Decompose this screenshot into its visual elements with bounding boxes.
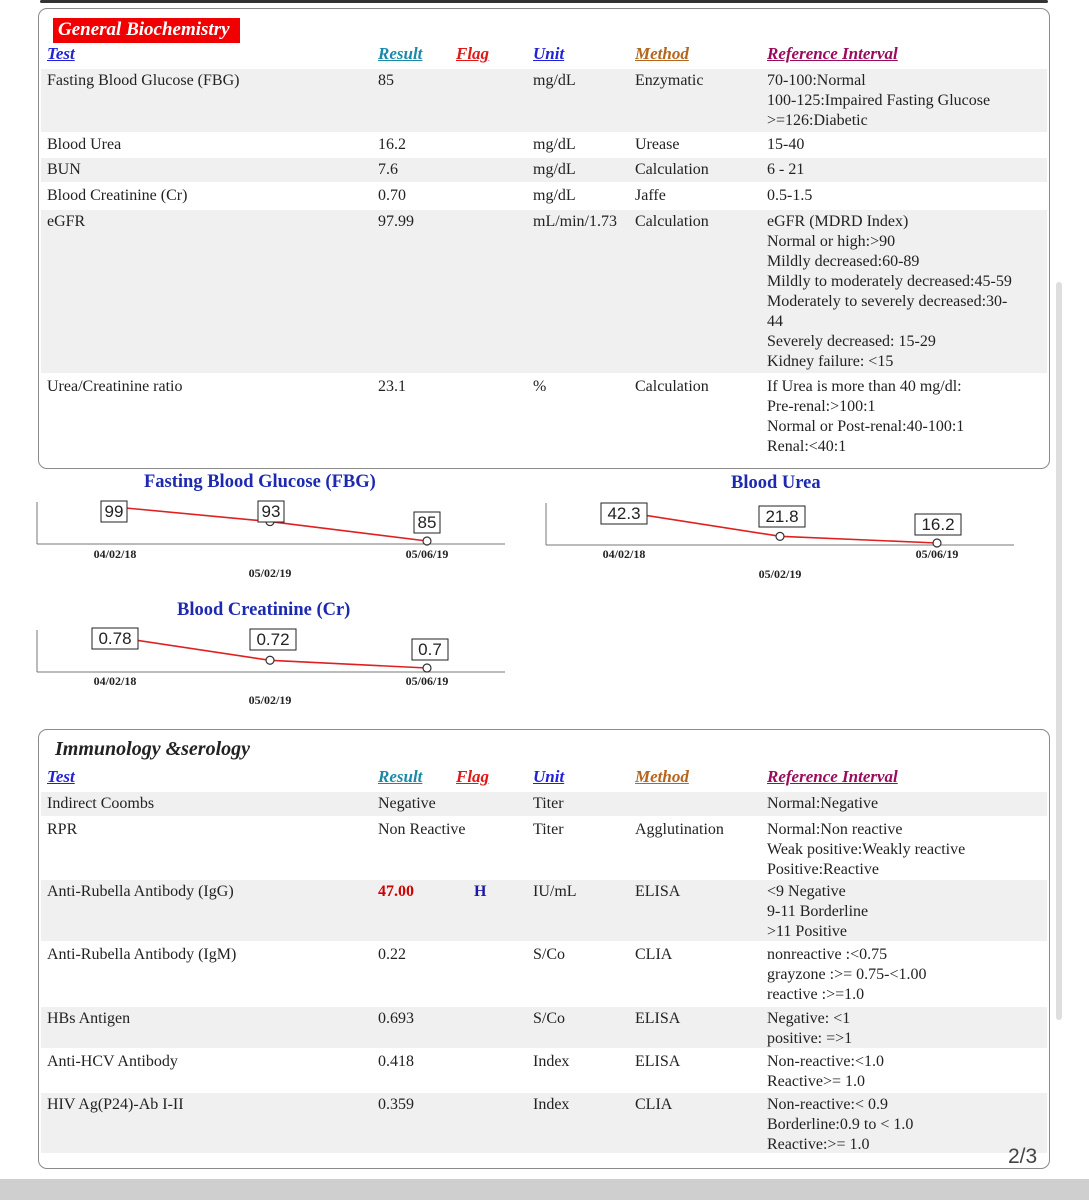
cell-unit: mg/dL: [533, 161, 576, 178]
cell-reference-line: <9 Negative: [767, 883, 846, 900]
chart-title-fbg: Fasting Blood Glucose (FBG): [144, 472, 376, 492]
cell-unit: S/Co: [533, 946, 566, 963]
table-row: [41, 184, 1047, 208]
cell-unit: mL/min/1.73: [533, 213, 617, 230]
cell-unit: Titer: [533, 821, 564, 838]
cell-reference-line: Reactive>= 1.0: [767, 1073, 866, 1090]
chart-title-creatinine: Blood Creatinine (Cr): [177, 600, 351, 620]
chart-data-label: 93: [261, 502, 281, 521]
cell-reference-line: Pre-renal:>100:1: [767, 398, 876, 415]
cell-test: Blood Urea: [47, 136, 122, 153]
chart-point: [933, 539, 941, 547]
cell-result: 16.2: [378, 136, 406, 153]
cell-test: HIV Ag(P24)-Ab I-II: [47, 1096, 184, 1113]
chart-point: [266, 656, 274, 664]
cell-method: Calculation: [635, 378, 709, 395]
cell-test: RPR: [47, 821, 78, 838]
cell-reference-line: Non-reactive:< 0.9: [767, 1096, 888, 1113]
cell-reference-line: 9-11 Borderline: [767, 903, 869, 920]
page-number: 2/3: [1008, 1145, 1038, 1168]
chart-x-tick-label: 05/06/19: [915, 547, 959, 561]
header-method: Method: [635, 44, 689, 63]
cell-reference-line: 70-100:Normal: [767, 72, 866, 89]
header-unit: Unit: [533, 44, 565, 63]
cell-method: ELISA: [635, 883, 681, 900]
header-flag: Flag: [456, 767, 490, 786]
cell-reference-line: 15-40: [767, 136, 805, 153]
cell-method: Urease: [635, 136, 680, 153]
cell-test: Indirect Coombs: [47, 795, 155, 812]
table-row: [41, 1093, 1047, 1153]
cell-test: Urea/Creatinine ratio: [47, 378, 183, 395]
chart-data-label: 0.78: [98, 629, 132, 648]
table-row: [41, 375, 1047, 458]
cell-result: Negative: [378, 795, 436, 812]
cell-reference-line: Mildly to moderately decreased:45-59: [767, 273, 1012, 290]
chart-point: [423, 537, 431, 545]
cell-reference-line: Normal:Non reactive: [767, 821, 903, 838]
cell-reference-line: 0.5-1.5: [767, 187, 813, 204]
chart-data-label: 21.8: [765, 507, 799, 526]
cell-result: 0.70: [378, 187, 406, 204]
header-result: Result: [378, 767, 423, 786]
chart-title-blood-urea: Blood Urea: [731, 473, 821, 493]
cell-method: Enzymatic: [635, 72, 704, 89]
cell-reference-line: >11 Positive: [767, 923, 847, 940]
cell-reference-line: 44: [767, 313, 783, 330]
cell-unit: mg/dL: [533, 72, 576, 89]
cell-reference-line: Normal or high:>90: [767, 233, 896, 250]
cell-unit: Index: [533, 1053, 570, 1070]
chart-data-label: 16.2: [921, 515, 955, 534]
table-row: [41, 69, 1047, 132]
cell-reference-line: grayzone :>= 0.75-<1.00: [767, 966, 927, 983]
cell-result: 47.00: [378, 883, 414, 900]
chart-x-tick-label: 04/02/18: [93, 674, 137, 688]
chart-x-tick-label: 05/02/19: [248, 693, 292, 707]
table-row: [41, 880, 1047, 941]
cell-result: 23.1: [378, 378, 406, 395]
table-row: [41, 133, 1047, 157]
chart-x-tick-label: 05/06/19: [405, 547, 449, 561]
cell-reference-line: If Urea is more than 40 mg/dl:: [767, 378, 962, 395]
cell-flag: H: [474, 883, 487, 900]
cell-result: Non Reactive: [378, 821, 466, 838]
cell-result: 97.99: [378, 213, 414, 230]
header-result: Result: [378, 44, 423, 63]
cell-method: Jaffe: [635, 187, 666, 204]
chart-data-label: 0.7: [418, 640, 442, 659]
cell-reference-line: Kidney failure: <15: [767, 353, 894, 370]
section-title-general-biochemistry: General Biochemistry: [53, 18, 240, 43]
cell-method: Agglutination: [635, 821, 724, 838]
chart-data-label: 99: [104, 502, 124, 521]
cell-test: Anti-Rubella Antibody (IgG): [47, 883, 234, 900]
cell-reference-line: Reactive:>= 1.0: [767, 1136, 870, 1153]
header-unit: Unit: [533, 767, 565, 786]
bottom-bar: [0, 1179, 1089, 1200]
cell-result: 0.22: [378, 946, 406, 963]
table-row: [41, 1050, 1047, 1091]
cell-method: Calculation: [635, 213, 709, 230]
cell-result: 0.359: [378, 1096, 414, 1113]
table-row: [41, 158, 1047, 182]
cell-unit: IU/mL: [533, 883, 577, 900]
chart-x-tick-label: 05/02/19: [758, 567, 802, 581]
chart-x-tick-label: 04/02/18: [93, 547, 137, 561]
header-flag: Flag: [456, 44, 490, 63]
header-test: Test: [47, 44, 75, 63]
cell-result: 0.418: [378, 1053, 414, 1070]
table-row: [41, 792, 1047, 816]
cell-reference-line: nonreactive :<0.75: [767, 946, 888, 963]
cell-result: 0.693: [378, 1010, 414, 1027]
top-rule: [40, 0, 1048, 3]
table-row: [41, 818, 1047, 878]
cell-unit: Index: [533, 1096, 570, 1113]
chart-data-label: 42.3: [607, 504, 641, 523]
cell-method: ELISA: [635, 1053, 681, 1070]
table-row: [41, 1007, 1047, 1048]
header-ref: Reference Interval: [767, 44, 898, 63]
cell-reference-line: Severely decreased: 15-29: [767, 333, 936, 350]
trend-charts: [0, 460, 1089, 720]
cell-reference-line: eGFR (MDRD Index): [767, 213, 909, 230]
cell-method: CLIA: [635, 1096, 673, 1113]
cell-test: HBs Antigen: [47, 1010, 131, 1027]
cell-test: Anti-HCV Antibody: [47, 1053, 178, 1070]
header-ref: Reference Interval: [767, 767, 898, 786]
cell-unit: mg/dL: [533, 136, 576, 153]
cell-reference-line: Renal:<40:1: [767, 438, 847, 455]
header-method: Method: [635, 767, 689, 786]
chart-x-tick-label: 04/02/18: [602, 547, 646, 561]
cell-reference-line: Negative: <1: [767, 1010, 851, 1027]
section-title-immunology: Immunology &serology: [55, 738, 251, 760]
cell-reference-line: >=126:Diabetic: [767, 112, 868, 129]
cell-unit: Titer: [533, 795, 564, 812]
chart-x-tick-label: 05/02/19: [248, 566, 292, 580]
cell-method: CLIA: [635, 946, 673, 963]
chart-data-label: 0.72: [256, 630, 290, 649]
chart-data-label: 85: [417, 513, 437, 532]
cell-reference-line: Non-reactive:<1.0: [767, 1053, 884, 1070]
cell-reference-line: Normal or Post-renal:40-100:1: [767, 418, 965, 435]
cell-test: Fasting Blood Glucose (FBG): [47, 72, 240, 89]
cell-result: 85: [378, 72, 394, 89]
general-biochemistry-panel: [38, 8, 1050, 469]
chart-point: [776, 532, 784, 540]
cell-reference-line: 100-125:Impaired Fasting Glucose: [767, 92, 991, 109]
cell-reference-line: positive: =>1: [767, 1030, 853, 1047]
cell-method: ELISA: [635, 1010, 681, 1027]
cell-test: Blood Creatinine (Cr): [47, 187, 188, 204]
cell-reference-line: Normal:Negative: [767, 795, 879, 812]
cell-unit: %: [533, 378, 547, 395]
cell-test: Anti-Rubella Antibody (IgM): [47, 946, 237, 963]
chart-point: [423, 664, 431, 672]
immunology-serology-panel: [38, 729, 1050, 1169]
cell-method: Calculation: [635, 161, 709, 178]
scrollbar[interactable]: [1056, 282, 1062, 1020]
cell-reference-line: Borderline:0.9 to < 1.0: [767, 1116, 914, 1133]
cell-unit: S/Co: [533, 1010, 566, 1027]
cell-reference-line: reactive :>=1.0: [767, 986, 865, 1003]
table-row: [41, 210, 1047, 373]
chart-x-tick-label: 05/06/19: [405, 674, 449, 688]
cell-unit: mg/dL: [533, 187, 576, 204]
cell-result: 7.6: [378, 161, 398, 178]
cell-reference-line: Moderately to severely decreased:30-: [767, 293, 1008, 310]
cell-reference-line: Positive:Reactive: [767, 861, 879, 878]
header-test: Test: [47, 767, 75, 786]
cell-test: eGFR: [47, 213, 86, 230]
table-row: [41, 943, 1047, 1005]
cell-reference-line: 6 - 21: [767, 161, 805, 178]
cell-reference-line: Weak positive:Weakly reactive: [767, 841, 966, 858]
cell-test: BUN: [47, 161, 81, 178]
cell-reference-line: Mildly decreased:60-89: [767, 253, 920, 270]
